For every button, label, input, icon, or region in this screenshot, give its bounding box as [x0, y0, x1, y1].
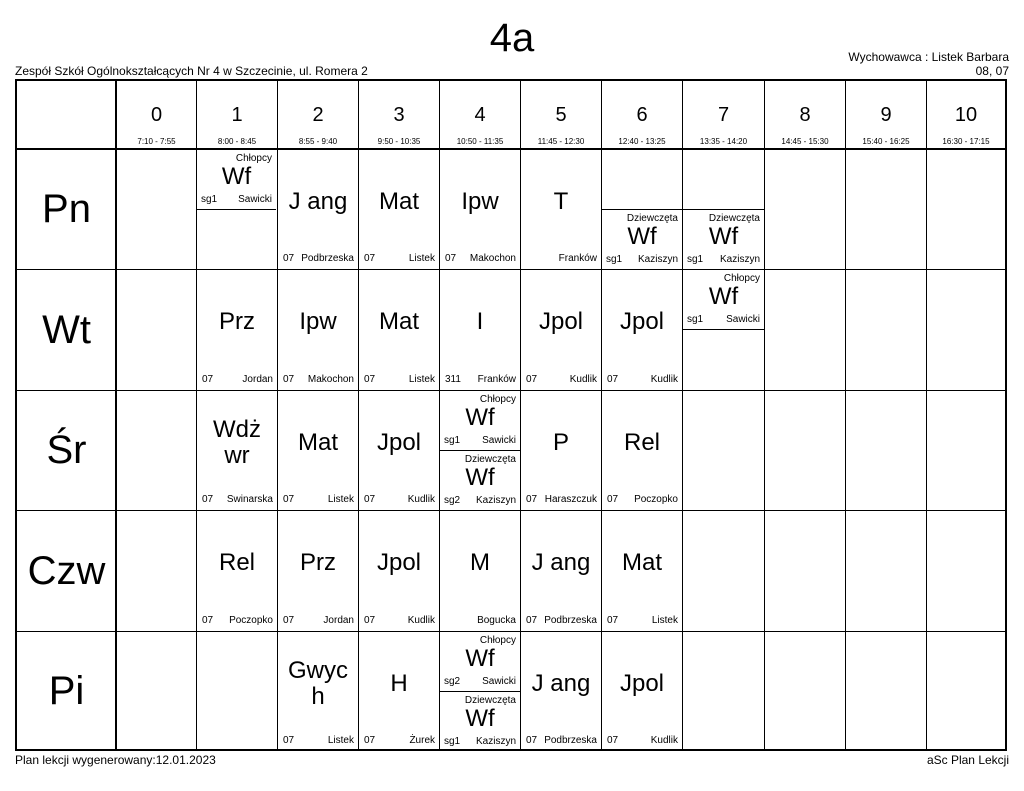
- period-header-6: [602, 81, 682, 149]
- lesson-subject: Prz: [219, 308, 255, 335]
- lesson-tue-2: [278, 270, 358, 390]
- period-number: 6: [636, 104, 648, 126]
- lesson-subject: Ipw: [299, 308, 337, 335]
- lesson-subject: Mat: [378, 187, 419, 215]
- lesson-teacher: Franków: [477, 374, 516, 385]
- class-tutor: [848, 50, 1009, 78]
- period-time: 12:40 - 13:25: [618, 137, 666, 146]
- period-number: 4: [474, 104, 486, 126]
- lesson-subject: Prz: [300, 549, 336, 576]
- period-header-5: [521, 81, 601, 149]
- lesson-room: 07: [526, 374, 538, 385]
- period-time: 9:50 - 10:35: [377, 137, 421, 146]
- lesson-room: 07: [607, 735, 619, 746]
- lesson-tue-6: [602, 270, 682, 390]
- lesson-subject: Jpol: [619, 308, 665, 335]
- lesson-wed-4-girls: [440, 451, 520, 510]
- period-header-3: [359, 81, 439, 149]
- lesson-room: 07: [364, 253, 376, 264]
- lesson-tue-7-boys: [683, 270, 764, 330]
- lesson-teacher: Kudlik: [650, 374, 678, 385]
- period-time: 13:35 - 14:20: [699, 137, 748, 146]
- lesson-teacher: Jordan: [242, 374, 273, 385]
- lesson-teacher: Kaziszyn: [719, 254, 760, 265]
- lesson-tue-1: [197, 270, 277, 390]
- lesson-subject: M: [470, 549, 490, 576]
- lesson-subject: J ang: [531, 549, 591, 576]
- lesson-teacher: Poczopko: [229, 615, 273, 626]
- lesson-room: 07: [607, 374, 619, 385]
- lesson-teacher: Makochon: [469, 253, 516, 264]
- lesson-room: sg2: [444, 495, 461, 506]
- period-number: 3: [393, 104, 405, 126]
- lesson-subject: Wdż wr: [213, 415, 261, 469]
- lesson-subject: Wf: [627, 223, 657, 250]
- lesson-room: 07: [283, 374, 295, 385]
- lesson-subject: I: [476, 308, 484, 335]
- period-header-9: [846, 81, 926, 149]
- lesson-subject: Mat: [297, 428, 338, 456]
- lesson-room: 07: [364, 615, 376, 626]
- lesson-teacher: Podbrzeska: [544, 735, 597, 746]
- lesson-fri-4-boys: [440, 632, 520, 692]
- lesson-teacher: Kudlik: [407, 494, 435, 505]
- app-name: aSc Plan Lekcji: [926, 753, 1009, 767]
- lesson-mon-4: [440, 150, 520, 269]
- lesson-teacher: Kudlik: [569, 374, 597, 385]
- period-header-7: [683, 81, 764, 149]
- lesson-room: sg1: [444, 736, 461, 747]
- lesson-fri-5: [521, 632, 601, 751]
- lesson-tue-3: [359, 270, 439, 390]
- lesson-room: 07: [283, 615, 295, 626]
- class-title: 4a: [489, 16, 535, 60]
- lesson-subject: Wf: [465, 464, 495, 491]
- lesson-room: sg1: [606, 254, 623, 265]
- lesson-room: 07: [283, 494, 295, 505]
- lesson-teacher: Listek: [651, 615, 678, 626]
- lesson-subject: Rel: [623, 428, 660, 456]
- lesson-teacher: Kudlik: [650, 735, 678, 746]
- lesson-subject: Wf: [465, 404, 495, 431]
- lesson-teacher: Sawicki: [482, 435, 516, 446]
- lesson-mon-6-girls: [602, 209, 682, 269]
- tutor-rooms: 08, 07: [975, 64, 1009, 78]
- tutor-name: Wychowawca : Listek Barbara: [848, 50, 1009, 64]
- lesson-teacher: Kaziszyn: [637, 254, 678, 265]
- lesson-group: Chłopcy: [479, 394, 516, 405]
- period-number: 1: [231, 104, 243, 126]
- lesson-subject: Wf: [465, 705, 495, 732]
- lesson-thu-3: [359, 511, 439, 631]
- lesson-teacher: Żurek: [409, 735, 435, 746]
- timetable-grid: [15, 79, 1007, 751]
- lesson-subject: Mat: [378, 308, 419, 335]
- lesson-fri-3: [359, 632, 439, 751]
- day-label-thursday: Czw: [27, 548, 106, 593]
- lesson-room: sg1: [687, 254, 704, 265]
- lesson-room: 07: [526, 735, 538, 746]
- lesson-mon-3: [359, 150, 439, 269]
- lesson-subject: H: [390, 669, 408, 697]
- period-number: 9: [880, 104, 892, 126]
- lesson-teacher: Franków: [558, 253, 597, 264]
- lesson-teacher: Sawicki: [482, 676, 516, 687]
- lesson-teacher: Listek: [327, 494, 354, 505]
- lesson-group: Chłopcy: [723, 273, 760, 284]
- lesson-room: sg2: [444, 676, 461, 687]
- lesson-teacher: Kaziszyn: [475, 736, 516, 747]
- lesson-teacher: Kaziszyn: [475, 495, 516, 506]
- lesson-wed-3: [359, 391, 439, 510]
- lesson-fri-4-girls: [440, 692, 520, 751]
- lesson-room: 07: [526, 494, 538, 505]
- period-number: 2: [312, 104, 324, 126]
- lesson-teacher: Listek: [408, 374, 435, 385]
- lesson-teacher: Sawicki: [726, 314, 760, 325]
- generated-date: Plan lekcji wygenerowany:12.01.2023: [15, 753, 216, 767]
- lesson-group: Dziewczęta: [464, 454, 516, 465]
- lesson-thu-6: [602, 511, 682, 631]
- lesson-room: 07: [202, 494, 214, 505]
- lesson-room: 07: [364, 374, 376, 385]
- period-number: 5: [555, 104, 567, 126]
- lesson-fri-2: [278, 632, 358, 751]
- period-header-10: [927, 81, 1005, 149]
- lesson-room: sg1: [201, 194, 218, 205]
- lesson-room: 07: [364, 494, 376, 505]
- lesson-group: Dziewczęta: [708, 213, 760, 224]
- lesson-mon-5: [521, 150, 601, 269]
- lesson-room: 311: [445, 374, 461, 385]
- lesson-room: 07: [445, 253, 457, 264]
- lesson-subject: T: [553, 187, 569, 215]
- lesson-tue-5: [521, 270, 601, 390]
- lesson-room: 07: [607, 615, 619, 626]
- lesson-thu-1: [197, 511, 277, 631]
- lesson-fri-6: [602, 632, 682, 751]
- lesson-teacher: Listek: [327, 735, 354, 746]
- day-label-wednesday: Śr: [46, 428, 87, 472]
- lesson-room: 07: [364, 735, 376, 746]
- lesson-room: sg1: [687, 314, 704, 325]
- lesson-room: 07: [526, 615, 538, 626]
- lesson-wed-4-boys: [440, 391, 520, 451]
- period-number: 8: [799, 104, 811, 126]
- day-label-friday: Pi: [48, 669, 85, 713]
- lesson-subject: Jpol: [619, 669, 665, 697]
- lesson-room: 07: [202, 615, 214, 626]
- lesson-mon-1-boys: [197, 150, 276, 210]
- lesson-room: 07: [283, 735, 295, 746]
- lesson-room: 07: [607, 494, 619, 505]
- lesson-subject: J ang: [531, 669, 591, 697]
- lesson-wed-6: [602, 391, 682, 510]
- lesson-thu-4: [440, 511, 520, 631]
- lesson-subject: Wf: [221, 163, 252, 190]
- period-time: 7:10 - 7:55: [137, 137, 176, 146]
- lesson-subject: Jpol: [376, 549, 422, 576]
- period-header-8: [765, 81, 845, 149]
- day-label-tuesday: Wt: [42, 307, 91, 352]
- lesson-wed-1: [197, 391, 277, 510]
- lesson-subject: Gwyc h: [288, 656, 348, 710]
- period-header-1: [197, 81, 277, 149]
- lesson-teacher: Podbrzeska: [301, 253, 354, 264]
- period-time: 15:40 - 16:25: [862, 137, 910, 146]
- lesson-group: Chłopcy: [235, 153, 272, 164]
- lesson-wed-5: [521, 391, 601, 510]
- lesson-subject: Rel: [218, 549, 255, 576]
- period-time: 10:50 - 11:35: [456, 137, 504, 146]
- lesson-group: Chłopcy: [479, 635, 516, 646]
- lesson-subject: J ang: [288, 187, 348, 215]
- lesson-teacher: Kudlik: [407, 615, 435, 626]
- lesson-subject: Ipw: [461, 187, 499, 215]
- lesson-room: 07: [283, 253, 295, 264]
- period-header-4: [440, 81, 520, 149]
- school-name: Zespół Szkół Ogólnokształcących Nr 4 w Szczecinie, ul. Romera 2: [15, 64, 368, 78]
- period-number: 7: [717, 104, 730, 126]
- lesson-group: Dziewczęta: [464, 695, 516, 706]
- period-header-2: [278, 81, 358, 149]
- lesson-teacher: Poczopko: [634, 494, 678, 505]
- lesson-subject: Wf: [465, 645, 495, 672]
- lesson-teacher: Makochon: [307, 374, 354, 385]
- lesson-subject: Wf: [708, 223, 739, 250]
- period-time: 14:45 - 15:30: [781, 137, 829, 146]
- lesson-subject: Jpol: [376, 428, 422, 456]
- lesson-room: 07: [202, 374, 214, 385]
- lesson-mon-2: [278, 150, 358, 269]
- lesson-subject: P: [552, 428, 569, 456]
- lesson-teacher: Listek: [408, 253, 435, 264]
- period-time: 8:00 - 8:45: [217, 137, 257, 146]
- lesson-teacher: Swinarska: [226, 494, 273, 505]
- lesson-teacher: Bogucka: [477, 615, 516, 626]
- period-time: 16:30 - 17:15: [942, 137, 990, 146]
- lesson-teacher: Haraszczuk: [544, 494, 597, 505]
- lesson-wed-2: [278, 391, 358, 510]
- day-label-monday: Pn: [42, 187, 91, 231]
- period-number: 10: [954, 104, 978, 126]
- lesson-subject: Jpol: [538, 308, 584, 335]
- period-time: 11:45 - 12:30: [537, 137, 585, 146]
- period-number: 0: [150, 104, 163, 126]
- lesson-thu-2: [278, 511, 358, 631]
- lesson-group: Dziewczęta: [626, 213, 678, 224]
- lesson-tue-4: [440, 270, 520, 390]
- period-header-0: [117, 81, 196, 149]
- lesson-room: sg1: [444, 435, 461, 446]
- lesson-teacher: Sawicki: [238, 194, 272, 205]
- lesson-teacher: Podbrzeska: [544, 615, 597, 626]
- lesson-mon-7-girls: [683, 209, 764, 269]
- lesson-subject: Wf: [708, 283, 739, 310]
- period-time: 8:55 - 9:40: [298, 137, 338, 146]
- lesson-thu-5: [521, 511, 601, 631]
- lesson-teacher: Jordan: [323, 615, 354, 626]
- lesson-subject: Mat: [621, 549, 662, 576]
